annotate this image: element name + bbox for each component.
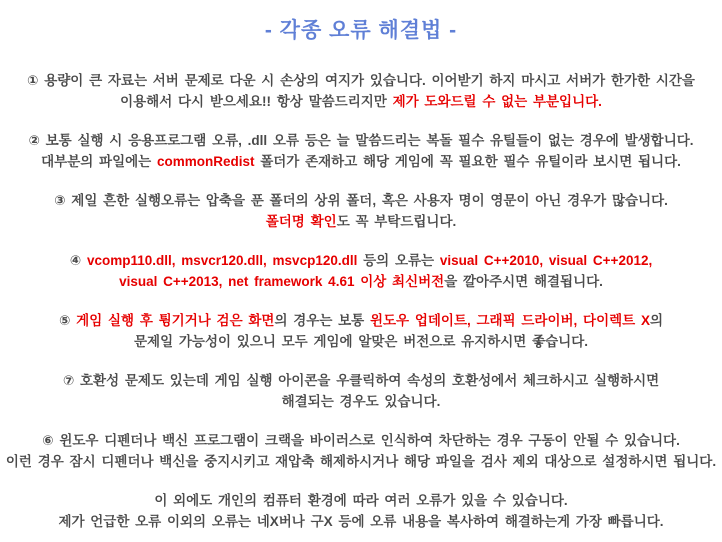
paragraph-line bbox=[4, 331, 718, 352]
text-segment: 등의 오류는 bbox=[357, 253, 440, 268]
highlighted-text: 게임 실행 후 튕기거나 검은 화면 bbox=[76, 313, 275, 328]
text-segment: ① 용량이 큰 자료는 서버 문제로 다운 시 손상의 여지가 있습니다. 이어받기 하지 마시고 서버가 한가한 시간을 bbox=[27, 73, 695, 88]
text-segment: ⑤ bbox=[58, 313, 77, 328]
text-segment: ③ 제일 흔한 실행오류는 압축을 푼 폴더의 상위 폴더, 혹은 사용자 명이 영문이 아닌 경우가 많습니다. bbox=[54, 193, 668, 208]
text-segment: 해결되는 경우도 있습니다. bbox=[281, 394, 441, 409]
text-segment: 대부분의 파일에는 bbox=[41, 154, 157, 169]
highlighted-text: visual C++2013, net framework 4.61 이상 최신버전 bbox=[119, 274, 445, 289]
paragraph-1 bbox=[4, 70, 718, 112]
text-segment: 이용해서 다시 받으세요!! 항상 말씀드리지만 bbox=[120, 94, 393, 109]
paragraph-line bbox=[4, 151, 718, 172]
text-segment: ④ bbox=[69, 253, 87, 268]
highlighted-text: visual C++2010, visual C++2012, bbox=[439, 253, 653, 268]
paragraph-line bbox=[4, 91, 718, 112]
paragraph-7 bbox=[4, 370, 718, 412]
paragraph-line bbox=[4, 310, 718, 331]
text-segment: 이런 경우 잠시 디펜더나 백신을 중지시키고 재압축 해제하시거나 해당 파일을 검사 제외 대상으로 설정하시면 됩니다. bbox=[5, 454, 717, 469]
text-segment: 제가 언급한 오류 이외의 오류는 네X버나 구X 등에 오류 내용을 복사하여 해결하는게 가장 빠릅니다. bbox=[58, 514, 664, 529]
paragraph-6 bbox=[4, 430, 718, 472]
paragraph-2 bbox=[4, 130, 718, 172]
highlighted-text: vcomp110.dll, msvcr120.dll, msvcp120.dll bbox=[86, 253, 358, 268]
text-segment: 의 경우는 보통 bbox=[274, 313, 370, 328]
text-segment: ⑥ 윈도우 디펜더나 백신 프로그램이 크랙을 바이러스로 인식하여 차단하는 경우 구동이 안될 수 있습니다. bbox=[42, 433, 680, 448]
paragraph-list bbox=[4, 70, 718, 532]
highlighted-text: 폴더명 확인 bbox=[265, 214, 337, 229]
paragraph-line bbox=[4, 451, 718, 472]
paragraph-line bbox=[4, 211, 718, 232]
paragraph-closing bbox=[4, 490, 718, 532]
text-segment: 문제일 가능성이 있으니 모두 게임에 알맞은 버전으로 유지하시면 좋습니다. bbox=[133, 334, 589, 349]
paragraph-line bbox=[4, 250, 718, 271]
paragraph-line bbox=[4, 370, 718, 391]
text-segment: 폴더가 존재하고 해당 게임에 꼭 필요한 필수 유틸이라 보시면 됩니다. bbox=[254, 154, 681, 169]
page-title: - 각종 오류 해결법 - bbox=[264, 19, 458, 42]
text-segment: 이 외에도 개인의 컴퓨터 환경에 따라 여러 오류가 있을 수 있습니다. bbox=[154, 493, 568, 508]
paragraph-line bbox=[4, 490, 718, 511]
paragraph-line bbox=[4, 391, 718, 412]
text-segment: ⑦ 호환성 문제도 있는데 게임 실행 아이콘을 우클릭하여 속성의 호환성에서 체크하시고 실행하시면 bbox=[62, 373, 660, 388]
text-segment: ② 보통 실행 시 응용프로그램 오류, .dll 오류 등은 늘 말씀드리는 복돌 필수 유틸들이 없는 경우에 발생합니다. bbox=[28, 133, 694, 148]
paragraph-3 bbox=[4, 190, 718, 232]
highlighted-text: 윈도우 업데이트, 그래픽 드라이버, 다이렉트 X bbox=[369, 313, 650, 328]
highlighted-text: 제가 도와드릴 수 없는 부분입니다. bbox=[392, 94, 602, 109]
paragraph-line bbox=[4, 70, 718, 91]
paragraph-5 bbox=[4, 310, 718, 352]
text-segment: 의 bbox=[649, 313, 664, 328]
paragraph-line bbox=[4, 130, 718, 151]
paragraph-line bbox=[4, 271, 718, 292]
paragraph-line bbox=[4, 190, 718, 211]
paragraph-4 bbox=[4, 250, 718, 292]
paragraph-line bbox=[4, 430, 718, 451]
text-segment: 도 꼭 부탁드립니다. bbox=[336, 214, 457, 229]
highlighted-text: commonRedist bbox=[156, 154, 255, 169]
text-segment: 을 깔아주시면 해결됩니다. bbox=[444, 274, 603, 289]
paragraph-line bbox=[4, 511, 718, 532]
